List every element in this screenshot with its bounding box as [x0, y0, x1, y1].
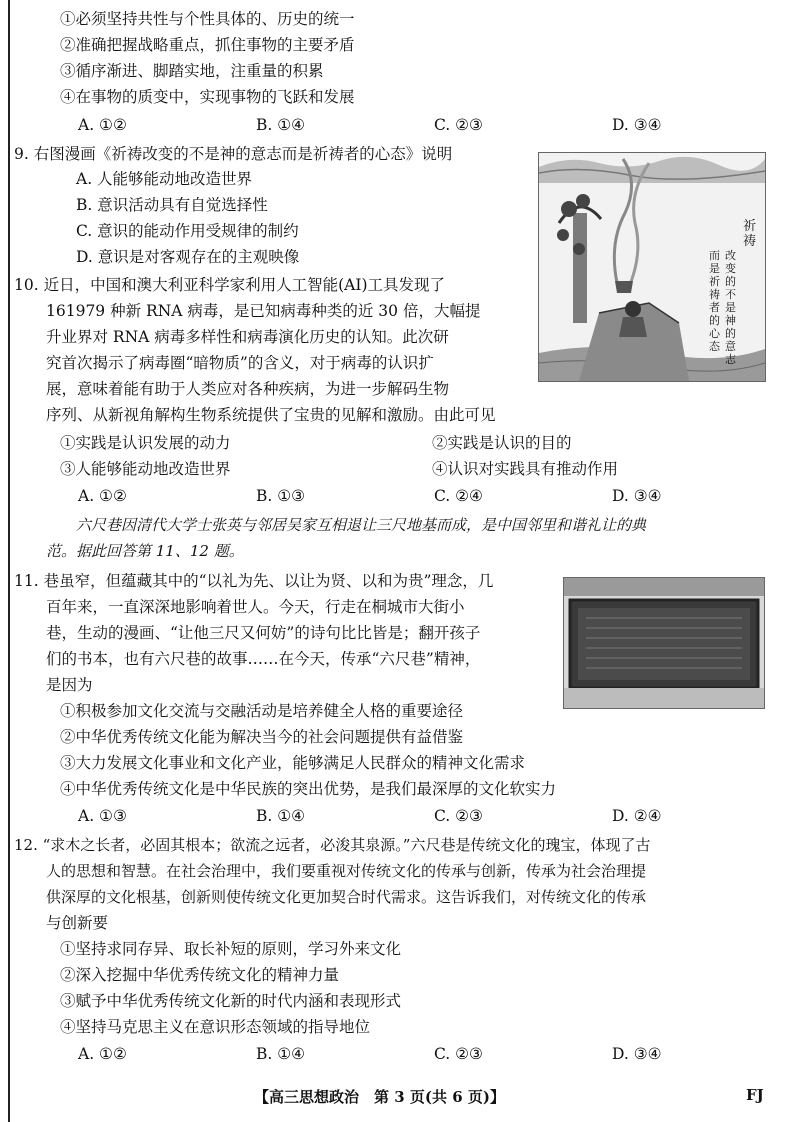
prev-answer-d: D. ③④	[612, 116, 662, 134]
q10-line-4: 究首次揭示了病毒圈“暗物质”的含义，对于病毒的认识扩	[46, 354, 434, 372]
q9-stem: 9. 右图漫画《祈祷改变的不是神的意志而是祈祷者的心态》说明	[14, 145, 453, 163]
prayer-cartoon-image	[538, 152, 766, 382]
q10-option-4: ④认识对实践具有推动作用	[432, 460, 619, 478]
q12-option-4: ④坚持马克思主义在意识形态领域的指导地位	[60, 1018, 371, 1036]
prev-option-1: ①必须坚持共性与个性具体的、历史的统一	[60, 10, 355, 28]
prev-answer-c: C. ②③	[434, 116, 483, 134]
q9-choice-a: A. 人能够能动地改造世界	[76, 170, 253, 188]
q12-line-2: 人的思想和智慧。在社会治理中，我们要重视对传统文化的传承与创新，传承为社会治理提	[46, 862, 647, 880]
intro-line-2: 范。据此回答第 11、12 题。	[46, 542, 244, 560]
q11-answer-b: B. ①④	[256, 807, 306, 825]
q11-line-4: 们的书本，也有六尺巷的故事……在今天，传承“六尺巷”精神，	[46, 650, 481, 668]
q12-answer-a: A. ①②	[78, 1045, 127, 1063]
q12-answer-d: D. ③④	[612, 1045, 662, 1063]
q10-line-5: 展，意味着能有助于人类应对各种疾病，为进一步解码生物	[46, 380, 450, 398]
q12-answer-b: B. ①④	[256, 1045, 306, 1063]
prev-option-3: ③循序渐进、脚踏实地，注重量的积累	[60, 62, 324, 80]
prev-answer-b: B. ①④	[256, 116, 306, 134]
q9-choice-b: B. 意识活动具有自觉选择性	[76, 196, 268, 214]
stone-tablet-drawing	[564, 578, 764, 708]
q10-option-1: ①实践是认识发展的动力	[60, 434, 231, 452]
q10-answer-c: C. ②④	[434, 487, 483, 505]
q9-choice-d: D. 意识是对客观存在的主观映像	[76, 248, 300, 266]
q10-option-2: ②实践是认识的目的	[432, 434, 572, 452]
q11-answer-a: A. ①③	[78, 807, 127, 825]
q10-line-1: 10. 近日，中国和澳大利亚科学家利用人工智能(AI)工具发现了	[14, 276, 445, 294]
q10-answer-a: A. ①②	[78, 487, 127, 505]
prev-answer-a: A. ①②	[78, 116, 127, 134]
six-foot-alley-stone-image	[563, 577, 765, 709]
q11-option-2: ②中华优秀传统文化能为解决当今的社会问题提供有益借鉴	[60, 728, 464, 746]
page-footer: 【高三思想政治 第 3 页(共 6 页)】	[254, 1088, 505, 1106]
intro-line-1: 六尺巷因清代大学士张英与邻居吴家互相退让三尺地基而成，是中国邻里和谐礼让的典	[76, 516, 647, 534]
cartoon-caption-col-3: 而是祈祷者的心态	[709, 249, 720, 353]
q10-option-3: ③人能够能动地改造世界	[60, 460, 231, 478]
q11-option-4: ④中华优秀传统文化是中华民族的突出优势，是我们最深厚的文化软实力	[60, 780, 557, 798]
q11-option-1: ①积极参加文化交流与交融活动是培养健全人格的重要途径	[60, 702, 464, 720]
q11-option-3: ③大力发展文化事业和文化产业，能够满足人民群众的精神文化需求	[60, 754, 526, 772]
q10-line-3: 升业界对 RNA 病毒多样性和病毒演化历史的认知。此次研	[46, 328, 449, 346]
q12-line-3: 供深厚的文化根基，创新则使传统文化更加契合时代需求。这告诉我们，对传统文化的传承	[46, 888, 647, 906]
q10-answer-d: D. ③④	[612, 487, 662, 505]
q11-line-5: 是因为	[46, 676, 93, 694]
q11-line-1: 11. 巷虽窄，但蕴藏其中的“以礼为先、以让为贤、以和为贵”理念，几	[14, 572, 494, 590]
q12-option-1: ①坚持求同存异、取长补短的原则，学习外来文化	[60, 940, 402, 958]
left-border-line	[8, 0, 10, 1122]
prev-option-2: ②准确把握战略重点，抓住事物的主要矛盾	[60, 36, 355, 54]
footer-code: FJ	[746, 1086, 764, 1104]
q10-answer-b: B. ①③	[256, 487, 306, 505]
q12-option-2: ②深入挖掘中华优秀传统文化的精神力量	[60, 966, 340, 984]
cartoon-caption-col-1: 祈祷	[743, 219, 757, 249]
q9-choice-c: C. 意识的能动作用受规律的制约	[76, 222, 299, 240]
q11-line-3: 巷，生动的漫画、“让他三尺又何妨”的诗句比比皆是；翻开孩子	[46, 624, 481, 642]
cartoon-caption-col-2: 改变的不是神的意志	[725, 249, 736, 366]
q12-line-1: 12. “求木之长者，必固其根本；欲流之远者，必浚其泉源。”六尺巷是传统文化的瑰宝，体现了古	[14, 836, 651, 854]
prev-option-4: ④在事物的质变中，实现事物的飞跃和发展	[60, 88, 355, 106]
q12-option-3: ③赋予中华优秀传统文化新的时代内涵和表现形式	[60, 992, 402, 1010]
q11-answer-c: C. ②③	[434, 807, 483, 825]
q11-line-2: 百年来，一直深深地影响着世人。今天，行走在桐城市大街小	[46, 598, 465, 616]
q11-answer-d: D. ②④	[612, 807, 662, 825]
q12-line-4: 与创新要	[46, 914, 109, 932]
q12-answer-c: C. ②③	[434, 1045, 483, 1063]
q10-line-6: 序列、从新视角解构生物系统提供了宝贵的见解和激励。由此可见	[46, 406, 496, 424]
q10-line-2: 161979 种新 RNA 病毒，是已知病毒种类的近 30 倍，大幅提	[46, 302, 481, 320]
